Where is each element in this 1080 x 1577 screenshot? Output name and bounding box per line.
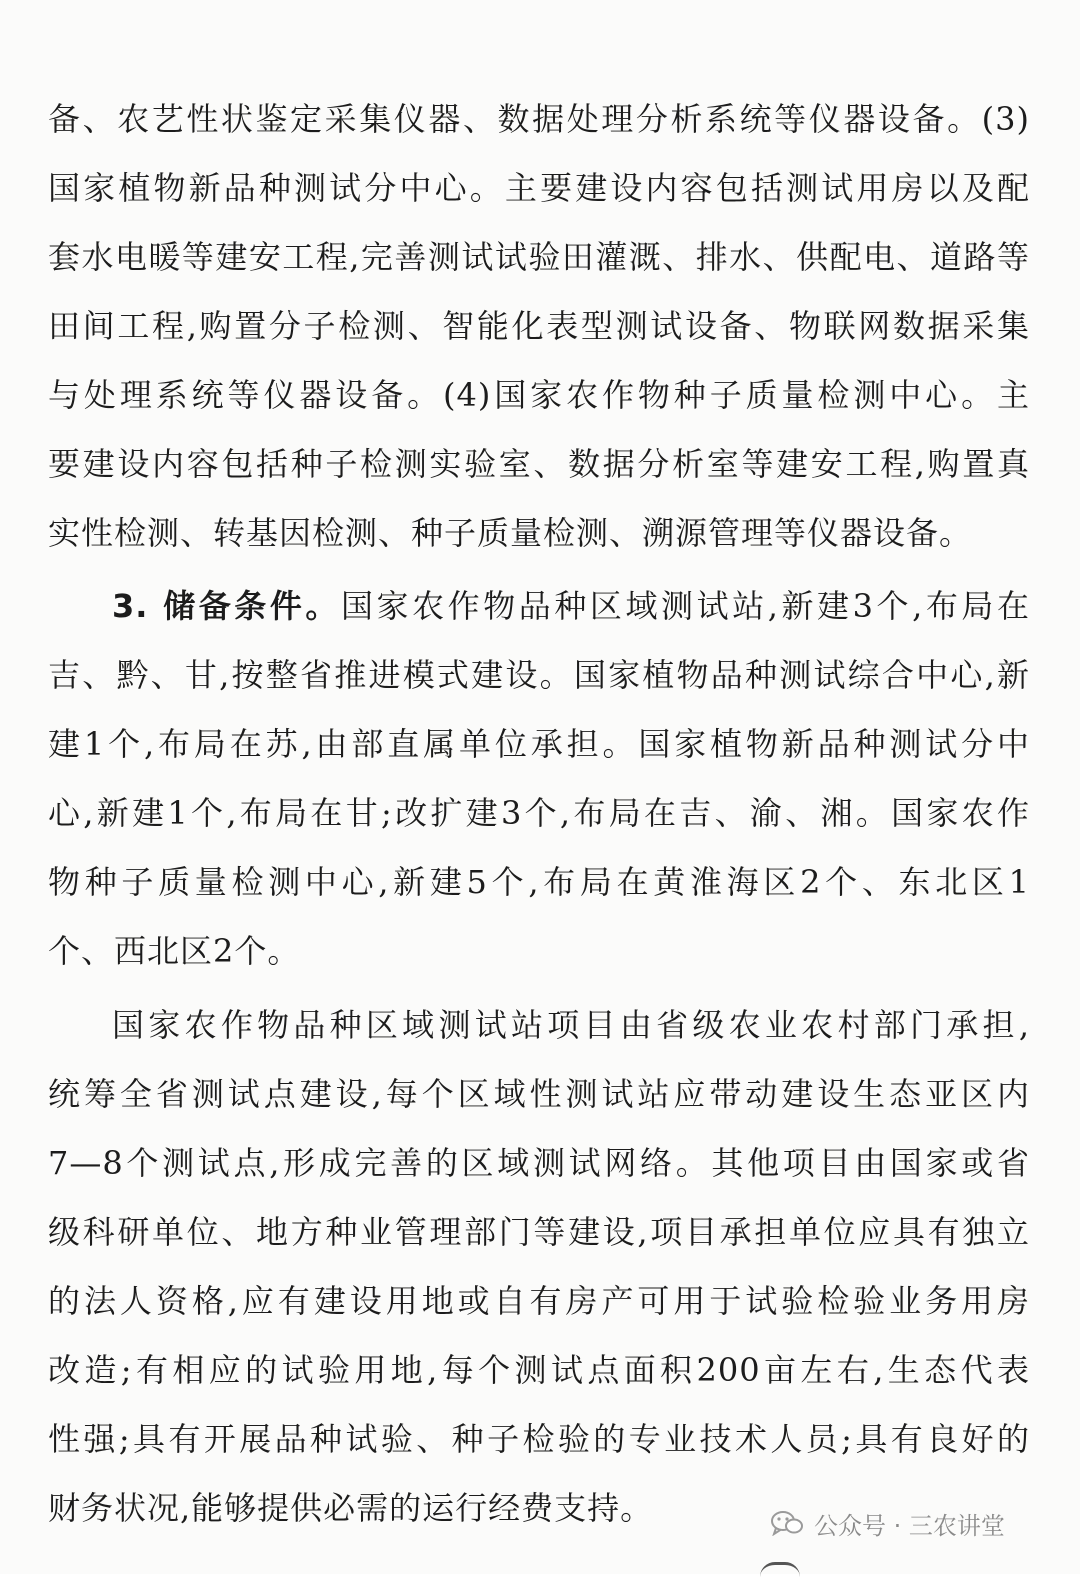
text-line: 改造;有相应的试验用地,每个测试点面积200亩左右,生态代表	[48, 1351, 1030, 1389]
text-line: 吉、黔、甘,按整省推进模式建设。国家植物品种测试综合中心,新	[48, 656, 1030, 694]
text-line: 财务状况,能够提供必需的运行经费支持。	[48, 1489, 654, 1527]
watermark	[770, 1503, 1005, 1543]
text-line: 7—8个测试点,形成完善的区域测试网络。其他项目由国家或省	[48, 1144, 1030, 1182]
wechat-icon	[770, 1510, 804, 1536]
watermark-text: 公众号 · 三农讲堂	[814, 1511, 1005, 1540]
text-line: 要建设内容包括种子检测实验室、数据分析室等建安工程,购置真	[48, 445, 1030, 483]
text-line: 物种子质量检测中心,新建5个,布局在黄淮海区2个、东北区1	[48, 863, 1030, 901]
paragraph-line: 国家农作物品种区域测试站项目由省级农业农村部门承担,	[112, 1006, 1030, 1044]
cropped-stamp-fragment	[760, 1562, 800, 1577]
text-line: 的法人资格,应有建设用地或自有房产可用于试验检验业务用房	[48, 1282, 1030, 1320]
text-line: 套水电暖等建安工程,完善测试试验田灌溉、排水、供配电、道路等	[48, 238, 1030, 276]
text-line: 国家植物新品种测试分中心。主要建设内容包括测试用房以及配	[48, 169, 1030, 207]
text-line: 性强;具有开展品种试验、种子检验的专业技术人员;具有良好的	[48, 1420, 1030, 1458]
section-heading: 3. 储备条件。	[112, 587, 341, 625]
text-line: 与处理系统等仪器设备。(4)国家农作物种子质量检测中心。主	[48, 376, 1030, 414]
text-line: 级科研单位、地方种业管理部门等建设,项目承担单位应具有独立	[48, 1213, 1030, 1251]
text-line: 个、西北区2个。	[48, 932, 301, 970]
paragraph-line	[112, 577, 1030, 635]
paragraph-text: 国家农作物品种区域测试站,新建3个,布局在	[340, 587, 1030, 625]
text-line: 建1个,布局在苏,由部直属单位承担。国家植物新品种测试分中	[48, 725, 1030, 763]
text-line: 统筹全省测试点建设,每个区域性测试站应带动建设生态亚区内	[48, 1075, 1030, 1113]
text-line: 实性检测、转基因检测、种子质量检测、溯源管理等仪器设备。	[48, 514, 973, 552]
text-line: 备、农艺性状鉴定采集仪器、数据处理分析系统等仪器设备。(3)	[48, 100, 1030, 138]
text-line: 心,新建1个,布局在甘;改扩建3个,布局在吉、渝、湘。国家农作	[48, 794, 1030, 832]
text-line: 田间工程,购置分子检测、智能化表型测试设备、物联网数据采集	[48, 307, 1030, 345]
